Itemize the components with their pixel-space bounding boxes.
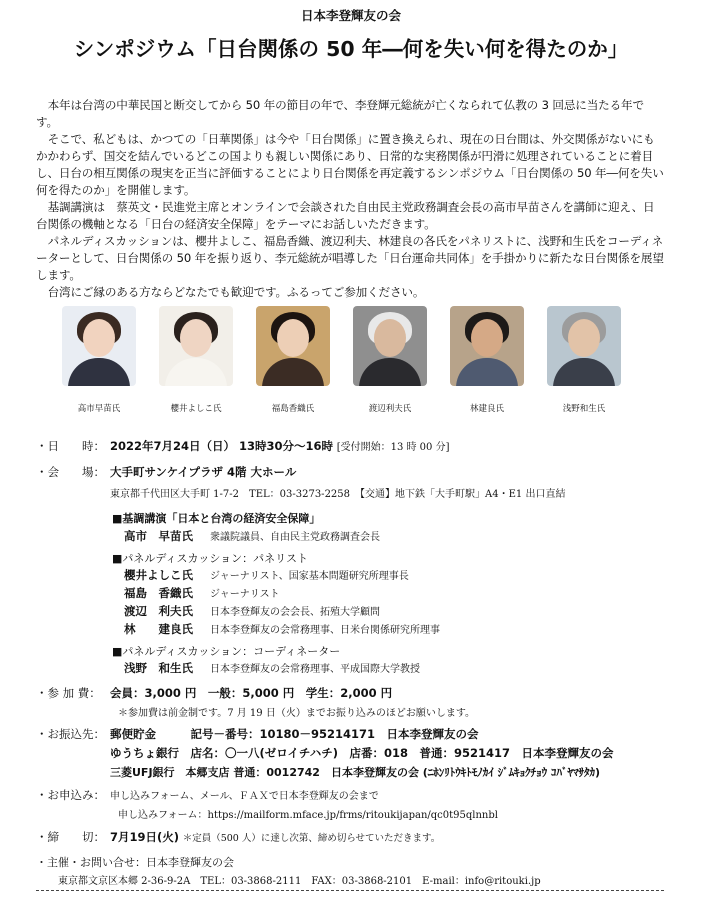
- speaker-name: 福島香織氏: [271, 404, 315, 414]
- speaker-role: 日本李登輝友の会会長、拓殖大学顧問: [210, 607, 380, 618]
- intro-text: [36, 97, 664, 301]
- speaker-name: 渡辺 利夫氏: [124, 604, 193, 618]
- payment-line: ゆうちょ銀行 店名：〇一八(ゼロイチハチ) 店番：018 普通：9521417 日本李登輝友の会: [110, 746, 614, 760]
- speaker-takaichi: [60, 306, 138, 414]
- application-label: ・お申込み：: [36, 788, 105, 802]
- speaker-sakurai: [157, 306, 235, 414]
- payment-line: 三菱UFJ銀行 本郷支店 普通：0012742 日本李登輝友の会 (ﾆﾎﾝﾘﾄｳｷﾄﾓﾉｶｲ ｼﾞﾑｷｮｸﾁｮｳ ｺﾊﾞﾔﾏｻﾀｶ): [110, 766, 600, 779]
- speaker-photo: [256, 306, 330, 386]
- organizer-name: 日本李登輝友の会: [300, 8, 401, 23]
- speaker-photo: [62, 306, 136, 386]
- intro-paragraph: 台湾にご縁のある方ならどなたでも歓迎です。ふるってご参加ください。: [47, 285, 425, 299]
- speaker-asano: [545, 306, 623, 414]
- keynote-header: ■基調講演「日本と台湾の経済安全保障」: [112, 512, 321, 525]
- payment-row: [36, 726, 479, 742]
- contact-header: ・主催・お問い合せ：日本李登輝友の会: [36, 856, 234, 869]
- intro-paragraph: そこで、私どもは、かつての「日華関係」は今や「日台関係」に置き換えられ、現在の日台間は、外交関係がないにもかかわらず、国交を結んでいるどこの国よりも親しい関係にあり、日常的な実務関係が円滑に処理されていることに着目し、日台の相互関係の現実を正当に評価することにより日台関係を再定義するシンポジウム「日台関係の 50 年―何を失い何を得たのか」を開催します。: [36, 132, 664, 197]
- speaker-name: 浅野和生氏: [562, 404, 606, 414]
- coordinator-header: ■パネルディスカッション：コーディネーター: [112, 645, 341, 658]
- fee-value: 会員：3,000 円 一般：5,000 円 学生：2,000 円: [110, 686, 393, 700]
- speaker-name: 林 建良氏: [124, 622, 193, 636]
- event-title: シンポジウム「日台関係の 50 年―何を失い何を得たのか」: [73, 37, 629, 61]
- panelist: [124, 603, 380, 619]
- deadline-label: ・締 切：: [36, 830, 105, 844]
- speaker-name: 櫻井よしこ氏: [170, 404, 222, 414]
- intro-paragraph: 本年は台湾の中華民国と断交してから 50 年の節目の年で、李登輝元総統が亡くなられて仏教の 3 回忌に当たる年です。: [36, 98, 644, 129]
- panelist: [124, 567, 409, 583]
- payment-line: 郵便貯金 記号－番号：10180－95214171 日本李登輝友の会: [110, 727, 479, 741]
- speaker-photo: [547, 306, 621, 386]
- reception-note: [受付開始：13 時 00 分]: [336, 442, 450, 453]
- speaker-name: 福島 香織氏: [124, 586, 193, 600]
- application-form-url[interactable]: 申し込みフォーム：https://mailform.mface.jp/frms/ritoukijapan/qc0t95qlnnbl: [118, 810, 498, 821]
- fee-label: ・参 加 費：: [36, 686, 101, 700]
- speaker-photos: [60, 306, 640, 426]
- speaker-photo: [450, 306, 524, 386]
- speaker-photo: [159, 306, 233, 386]
- deadline-value: 7月19日(火): [110, 830, 180, 844]
- speaker-role: ジャーナリスト、国家基本問題研究所理事長: [210, 571, 409, 582]
- speaker-name: 林建良氏: [469, 404, 504, 414]
- deadline-note: ＊定員（500 人）に達し次第、締め切らせていただきます。: [182, 833, 441, 844]
- speaker-name: 高市早苗氏: [77, 404, 121, 414]
- speaker-role: 衆議院議員、自由民主党政務調査会長: [210, 532, 380, 543]
- intro-paragraph: 基調講演は 蔡英文・民進党主席とオンラインで会談された自由民主党政務調査会長の高市早苗さんを講師に迎え、日台関係の機軸となる「日台の経済安全保障」をテーマにお話しいただきます。: [36, 200, 655, 231]
- speaker-rin: [448, 306, 526, 414]
- venue-label: ・会 場：: [36, 465, 105, 479]
- contact-address: 東京都文京区本郷 2-36-9-2A TEL：03-3868-2111 FAX：03-3868-2101 E-mail：info@ritouki.jp: [58, 876, 541, 887]
- speaker-watanabe: [351, 306, 429, 414]
- date-value: 2022年7月24日（日） 13時30分～16時: [110, 439, 334, 453]
- venue-value: 大手町サンケイプラザ 4階 大ホール: [110, 465, 297, 479]
- date-label: ・日 時：: [36, 439, 105, 453]
- speaker-name: 高市 早苗氏: [124, 529, 193, 543]
- panel-header: ■パネルディスカッション：パネリスト: [112, 552, 308, 565]
- venue-row: [36, 464, 296, 480]
- payment-label: ・お振込先：: [36, 727, 105, 741]
- footer-divider: [36, 890, 664, 891]
- speaker-role: ジャーナリスト: [210, 589, 280, 600]
- intro-paragraph: パネルディスカッションは、櫻井よしこ、福島香織、渡辺利夫、林建良の各氏をパネリストに、浅野和生氏をコーディネーターとして、日台関係の 50 年を振り返り、李元総統が唱導した「日台運命共同体」を手掛かりに新たな日台関係を展望します。: [36, 234, 664, 282]
- speaker-name: 櫻井よしこ氏: [124, 568, 193, 582]
- venue-address: 東京都千代田区大手町 1-7-2 TEL：03-3273-2258 【交通】地下鉄「大手町駅」A4・E1 出口直結: [110, 489, 566, 500]
- speaker-photo: [353, 306, 427, 386]
- speaker-role: 日本李登輝友の会常務理事、平成国際大学教授: [210, 664, 420, 675]
- fee-row: [36, 685, 392, 701]
- speaker-name: 浅野 和生氏: [124, 661, 193, 675]
- application-methods: 申し込みフォーム、メール、ＦＡＸで日本李登輝友の会まで: [110, 791, 379, 802]
- panelist: [124, 585, 280, 601]
- speaker-role: 日本李登輝友の会常務理事、日米台関係研究所理事: [210, 625, 440, 636]
- deadline-row: [36, 829, 440, 845]
- application-row: [36, 787, 379, 803]
- speaker-fukushima: [254, 306, 332, 414]
- fee-note: ＊参加費は前金制です。7 月 19 日（火）までお振り込みのほどお願いします。: [118, 708, 476, 719]
- date-row: [36, 438, 449, 454]
- coordinator: [124, 660, 420, 676]
- keynote-speaker: [124, 528, 380, 544]
- speaker-name: 渡辺利夫氏: [368, 404, 412, 414]
- panelist: [124, 621, 440, 637]
